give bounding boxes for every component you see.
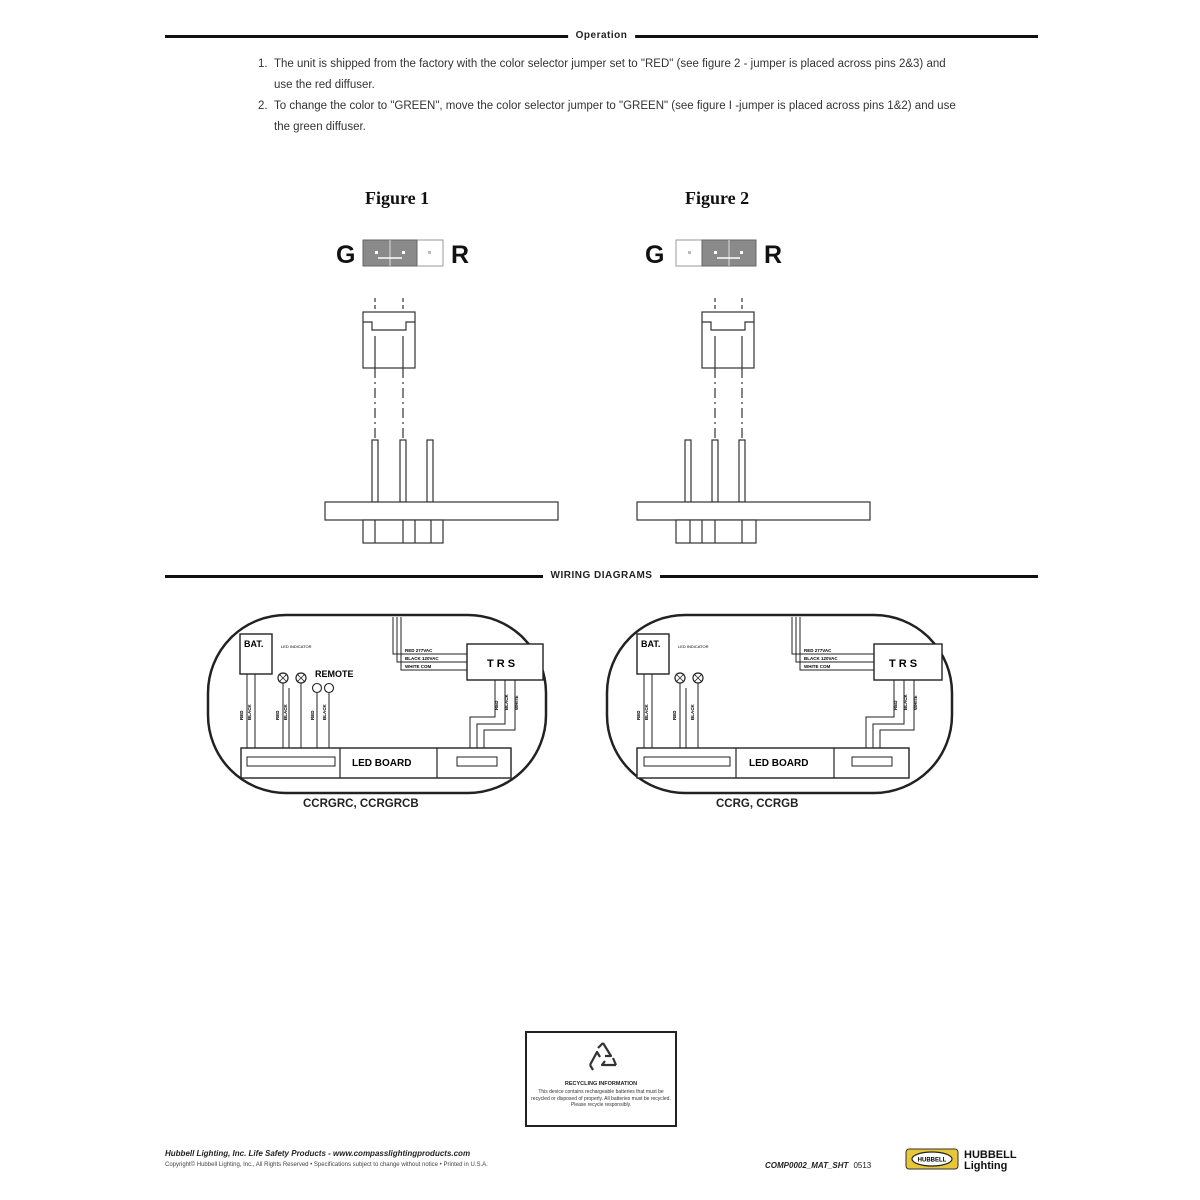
- footer-document-code: [765, 1161, 871, 1170]
- battery-wire-black: BLACK: [644, 704, 649, 720]
- lamp-label: LED INDICATOR: [678, 644, 709, 649]
- trs-wire-black: BLACK: [903, 694, 908, 710]
- wiring-heading: WIRING DIAGRAMS: [543, 569, 661, 583]
- brand-name: [964, 1150, 1017, 1172]
- step-number: 2.: [258, 100, 268, 112]
- lamp-wire-red: RED: [275, 710, 280, 720]
- figure-2-red-label: R: [764, 241, 783, 269]
- battery-wire-black: BLACK: [247, 704, 252, 720]
- trs-wire-red: RED: [893, 700, 898, 710]
- figure-2-title: Figure 2: [685, 188, 750, 208]
- recycle-icon: [585, 1039, 621, 1075]
- connector-strip: [457, 757, 497, 766]
- trs-wire-white: WHITE: [913, 695, 918, 710]
- brand-line-1: HUBBELL: [964, 1149, 1017, 1161]
- remote-wire-red: RED: [310, 710, 315, 720]
- wiring-diagram-2: [604, 612, 956, 797]
- step-text: To change the color to "GREEN", move the color selector jumper to "GREEN" (see figure I -jumper is placed across pins 1&2) and use the green diffuser.: [274, 100, 956, 133]
- figure-1-red-label: R: [451, 241, 470, 269]
- input-wire-label: RED 277VAC: [405, 648, 433, 653]
- figure-2-green-label: G: [645, 241, 665, 269]
- figure-2-selector: [676, 240, 756, 266]
- input-wire-label: BLACK 120VAC: [405, 656, 439, 661]
- battery-label: BAT.: [244, 639, 264, 649]
- lamp-wire-red: RED: [672, 710, 677, 720]
- wiring-section-rule: [165, 569, 1038, 583]
- connector-strip: [644, 757, 730, 766]
- remote-label: REMOTE: [315, 669, 354, 679]
- wiring-diagram-2-caption: CCRG, CCRGB: [716, 798, 799, 810]
- led-board-label: LED BOARD: [749, 758, 809, 769]
- input-wire-label: WHITE COM: [804, 664, 831, 669]
- operation-heading: Operation: [568, 29, 636, 43]
- remote-wire-black: BLACK: [322, 704, 327, 720]
- lamp-wire-black: BLACK: [690, 704, 695, 720]
- input-wire-label: WHITE COM: [405, 664, 432, 669]
- trs-wire-red: RED: [494, 700, 499, 710]
- lamp-label: LED INDICATOR: [281, 644, 312, 649]
- footer-company: [165, 1149, 725, 1168]
- trs-label: T R S: [889, 658, 918, 670]
- logo-badge-text: HUBBELL: [917, 1157, 947, 1164]
- doc-code: COMP0002_MAT_SHT: [765, 1161, 849, 1170]
- input-wire-label: BLACK 120VAC: [804, 656, 838, 661]
- figure-2-header-drawing: [637, 298, 870, 543]
- recycling-title: RECYCLING INFORMATION: [564, 1081, 638, 1087]
- battery-wire-red: RED: [239, 710, 244, 720]
- wiring-diagram-1-caption: CCRGRC, CCRGRCB: [303, 798, 419, 810]
- trs-wire-black: BLACK: [504, 694, 509, 710]
- figure-1-title: Figure 1: [365, 188, 430, 208]
- figure-1-selector: [363, 240, 443, 266]
- connector-strip: [852, 757, 892, 766]
- trs-label: T R S: [487, 658, 516, 670]
- footer-copyright: Copyright© Hubbell Lighting, Inc., All Rights Reserved • Specifications subject to change without notice • Printed in U.S.A.: [165, 1162, 488, 1168]
- lamp-wire-black: BLACK: [283, 704, 288, 720]
- trs-wire-white: WHITE: [514, 695, 519, 710]
- connector-strip: [247, 757, 335, 766]
- battery-wire-red: RED: [636, 710, 641, 720]
- led-board-label: LED BOARD: [352, 758, 412, 769]
- recycling-info-box: [525, 1031, 677, 1127]
- step-text: The unit is shipped from the factory with the color selector jumper set to "RED" (see figure 2 - jumper is placed across pins 2&3) and use the red diffuser.: [274, 58, 946, 91]
- remote-terminal-icon: [325, 684, 334, 693]
- hubbell-logo-icon: [905, 1148, 959, 1170]
- wiring-diagram-1: [205, 612, 550, 797]
- recycling-body: This device contains rechargeable batteries that must be recycled or disposed of properly. All batteries must be recycled. Please recycle responsibly.: [531, 1089, 671, 1108]
- footer-company-line: Hubbell Lighting, Inc. Life Safety Products - www.compasslightingproducts.com: [165, 1149, 471, 1158]
- input-wire-label: RED 277VAC: [804, 648, 832, 653]
- doc-date: 0513: [853, 1161, 872, 1170]
- brand-line-2: Lighting: [964, 1160, 1008, 1172]
- figure-1-green-label: G: [336, 241, 356, 269]
- figure-1-header-drawing: [325, 298, 558, 543]
- remote-terminal-icon: [313, 684, 322, 693]
- step-number: 1.: [258, 58, 268, 70]
- battery-label: BAT.: [641, 639, 661, 649]
